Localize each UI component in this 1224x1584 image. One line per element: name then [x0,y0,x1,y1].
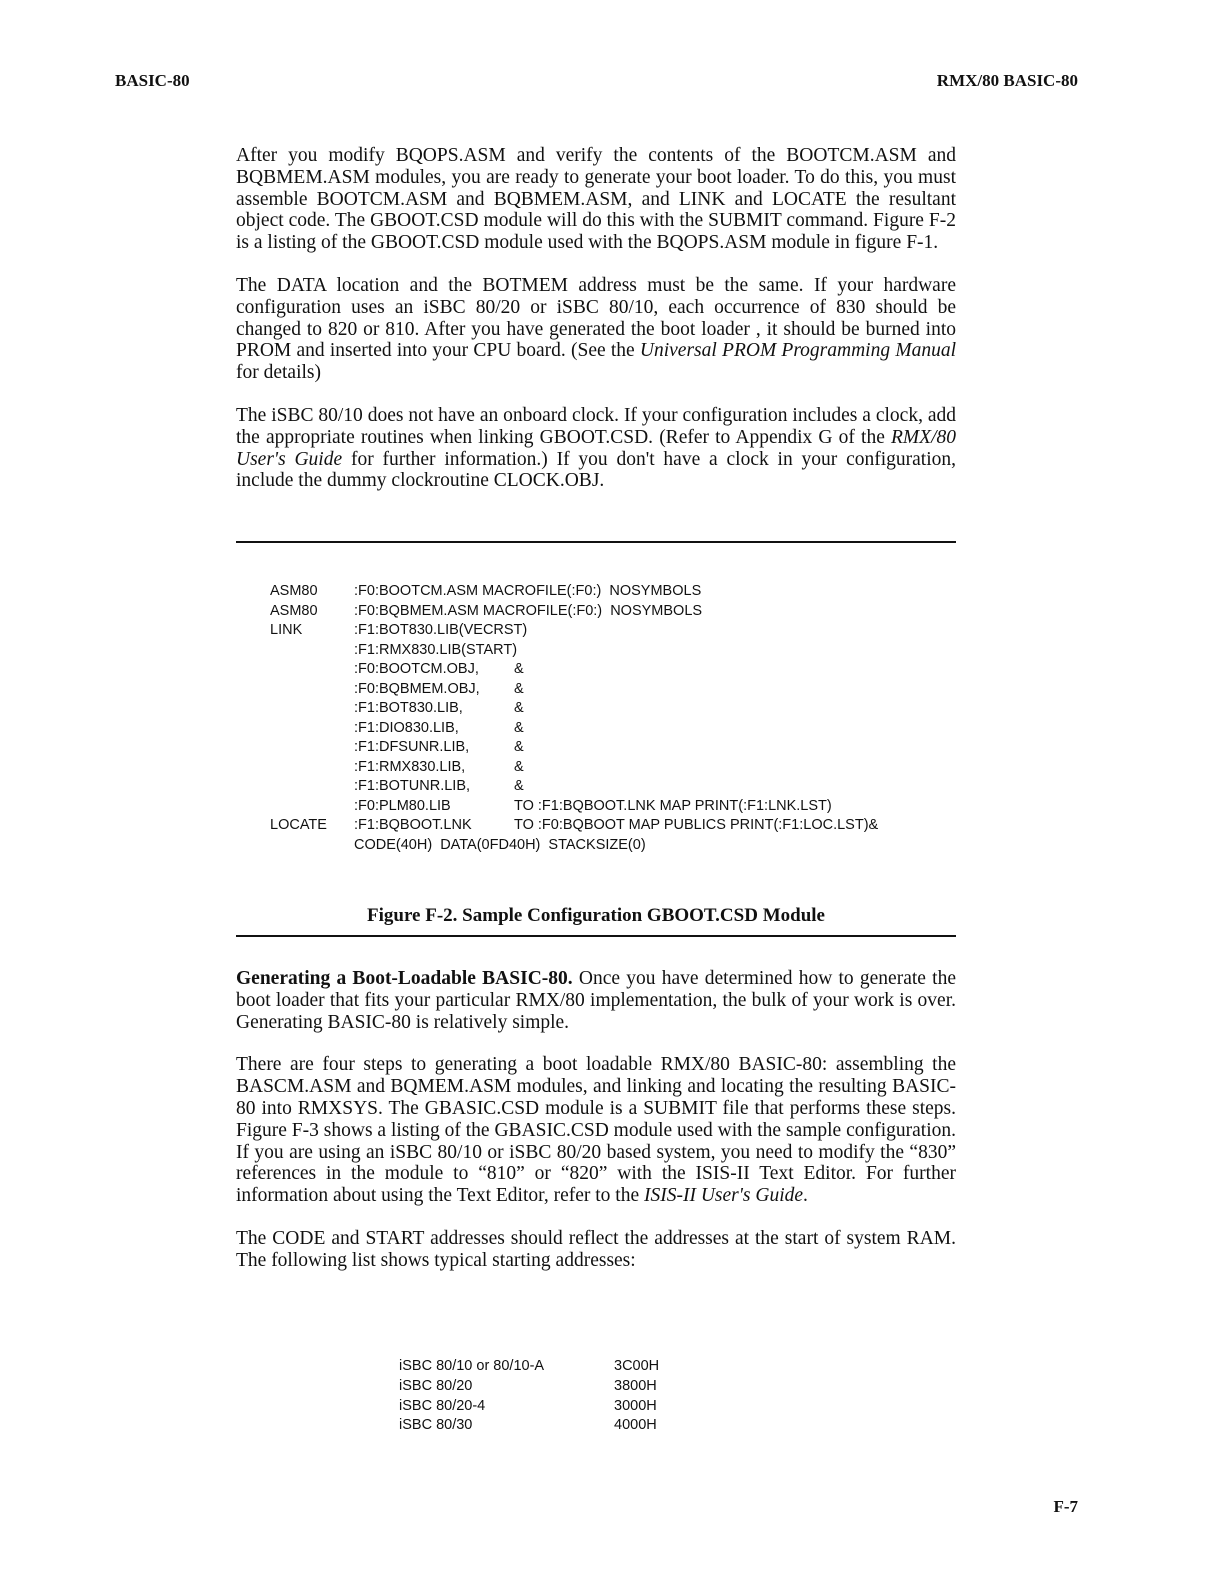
code-argument: :F0:BOOTCM.ASM MACROFILE(:F0:) NOSYMBOLS [354,583,702,599]
lower-text-block [236,968,956,1293]
manual-title: ISIS-II User's Guide [643,1185,804,1207]
code-command [270,777,354,797]
code-listing [270,582,878,855]
code-argument: CODE(40H) DATA(0FD40H) STACKSIZE(0) [354,836,646,853]
code-argument: & [514,778,524,794]
address-row [399,1357,659,1377]
paragraph-text: The iSBC 80/10 does not have an onboard clock. If your configuration includes a clock, add the appropriate routines when linking GBOOT.CSD. (Refer to Appendix G of the [236,404,956,448]
paragraph-generate-boot-loader: After you modify BQOPS.ASM and verify the contents of the BOOTCM.ASM and BQBMEM.ASM modules, you are ready to generate your boot loader. To do this, you must assemble BOOTCM.ASM and BQBMEM.ASM, and LINK and LOCATE the resultant object code. The GBOOT.CSD module will do this with the SUBMIT command. Figure F-2 is a listing of the GBOOT.CSD module used with the BQOPS.ASM module in figure F-1. [236,145,956,254]
code-line [270,797,878,817]
code-argument: :F1:RMX830.LIB, [354,758,466,775]
code-argument: :F1:RMX830.LIB(START) [354,641,518,658]
code-command [270,758,354,778]
paragraph-text: for further information.) If you don't have a clock in your configuration, include the dummy clockroutine CLOCK.OBJ. [236,448,956,492]
code-line [270,680,878,700]
code-argument: :F0:BOOTCM.OBJ, [354,661,479,677]
address-row [399,1397,659,1417]
code-argument: & [514,700,524,716]
manual-title: RMX/80 User's Guide [236,426,956,470]
start-address: 3800H [614,1377,657,1394]
code-line [270,602,878,622]
code-command: ASM80 [270,583,318,599]
code-command [270,797,354,817]
start-address: 3000H [614,1397,657,1414]
manual-title: Universal PROM Programming Manual [639,340,956,362]
code-command [270,836,354,856]
code-argument: :F1:BOT830.LIB(VECRST) [354,622,528,638]
paragraph-start-addresses: The CODE and START addresses should reflect the addresses at the start of system RAM. The following list shows typical starting addresses: [236,1227,956,1271]
page-number: F-7 [1053,1497,1078,1516]
code-argument: TO :F1:BQBOOT.LNK MAP PRINT(:F1:LNK.LST) [514,797,832,814]
paragraph-text: . [803,1185,808,1207]
running-header-left: BASIC-80 [115,71,190,90]
code-argument: :F1:BQBOOT.LNK [354,817,472,833]
code-line [270,738,878,758]
code-line [270,758,878,778]
code-command [270,660,354,680]
start-address: 3C00H [614,1358,660,1374]
paragraph-text: for details) [236,362,322,384]
board-name: iSBC 80/30 [399,1417,473,1434]
code-command [270,641,354,661]
board-name: iSBC 80/20 [399,1377,473,1394]
code-argument: & [514,680,524,697]
figure-bottom-rule [236,935,956,937]
code-command [270,719,354,739]
code-argument: :F1:DFSUNR.LIB, [354,739,470,755]
code-argument: & [514,739,524,755]
code-line [270,719,878,739]
code-argument: & [514,719,524,736]
figure-top-rule [236,541,956,543]
address-row [399,1377,659,1397]
board-name: iSBC 80/10 or 80/10-A [399,1358,545,1374]
section-heading: Generating a Boot-Loadable BASIC-80. [236,968,573,989]
paragraph-text: Once you have determined how to generate the boot loader that fits your particular RMX/80 implementation, the bulk of your work is over. Generating BASIC-80 is relatively simple. [236,968,956,1033]
code-line [270,621,878,641]
code-line [270,777,878,797]
code-argument: :F1:BOT830.LIB, [354,700,463,716]
figure-caption: Figure F-2. Sample Configuration GBOOT.CSD Module [367,905,825,926]
code-command: ASM80 [270,602,318,619]
code-argument: TO :F0:BQBOOT MAP PUBLICS PRINT(:F1:LOC.LST)& [514,817,879,833]
code-argument: :F1:DIO830.LIB, [354,719,459,736]
code-argument: :F1:BOTUNR.LIB, [354,778,471,794]
code-argument: & [514,758,524,775]
code-command [270,699,354,719]
paragraph-four-steps [236,1054,956,1207]
paragraph-text: The DATA location and the BOTMEM address must be the same. If your hardware configuration uses an iSBC 80/20 or iSBC 80/10, each occurrence of 830 should be changed to 820 or 810. After you have generated the boot loader , it should be burned into PROM and inserted into your CPU board. (See the [236,274,956,362]
code-line [270,699,878,719]
code-command: LINK [270,622,303,638]
upper-text-block [236,145,956,513]
code-command [270,680,354,700]
code-command [270,738,354,758]
address-row [399,1416,659,1436]
code-argument: :F0:BQBMEM.OBJ, [354,680,480,697]
board-name: iSBC 80/20-4 [399,1397,486,1414]
code-line [270,836,878,856]
code-line [270,641,878,661]
code-argument: & [514,661,524,677]
start-address: 4000H [614,1417,657,1434]
paragraph-data-location [236,275,956,384]
code-argument: :F0:BQBMEM.ASM MACROFILE(:F0:) NOSYMBOLS [354,602,703,619]
running-header-right: RMX/80 BASIC-80 [936,71,1078,90]
paragraph-clock [236,405,956,492]
code-line [270,582,878,602]
code-line [270,816,878,836]
code-argument: :F0:PLM80.LIB [354,797,451,814]
code-line [270,660,878,680]
paragraph-text: There are four steps to generating a boot loadable RMX/80 BASIC-80: assembling the BASCM.ASM and BQMEM.ASM modules, and linking and locating the resulting BASIC-80 into RMXSYS. The GBASIC.CSD module is a SUBMIT file that performs these steps. Figure F-3 shows a listing of the GBASIC.CSD module used with the sample configuration. If you are using an iSBC 80/10 or iSBC 80/20 based system, you need to modify the “830” references in the module to “810” or “820” with the ISIS-II Text Editor. For further information about using the Text Editor, refer to the [236,1054,956,1207]
start-address-table [399,1357,659,1436]
paragraph-boot-loadable [236,968,956,1033]
code-command: LOCATE [270,817,327,833]
